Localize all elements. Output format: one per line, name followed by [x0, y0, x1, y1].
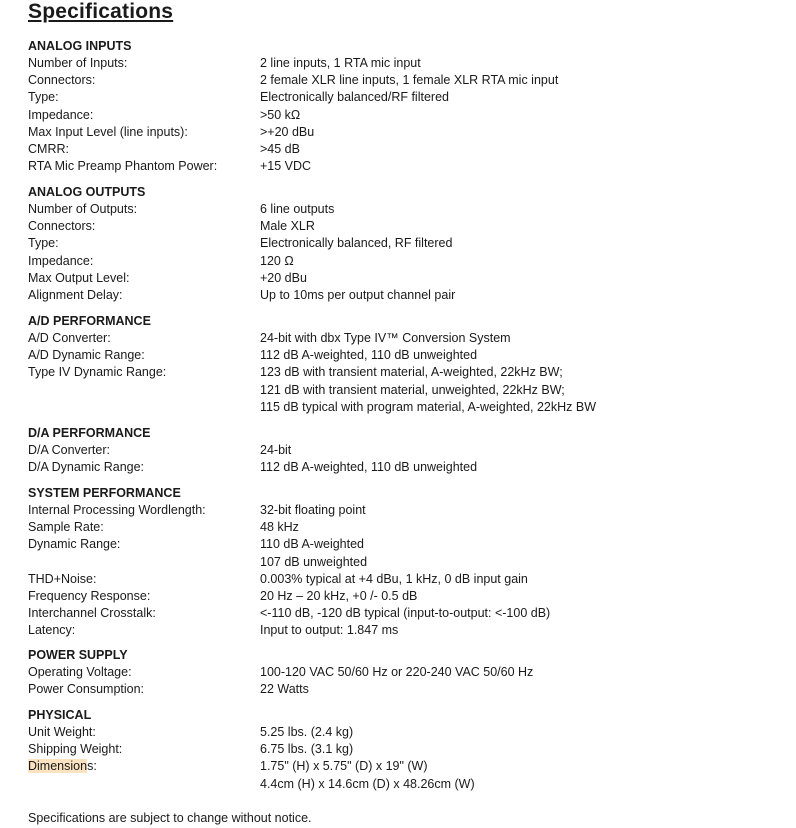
spec-value: 112 dB A-weighted, 110 dB unweighted: [260, 348, 478, 363]
spec-row: [28, 287, 788, 304]
spec-value: >50 kΩ: [260, 107, 301, 122]
spec-row: [28, 364, 788, 381]
spec-value: 4.4cm (H) x 14.6cm (D) x 48.26cm (W): [260, 776, 475, 791]
spec-label: Power Consumption:: [28, 682, 145, 697]
spec-label: RTA Mic Preamp Phantom Power:: [28, 159, 218, 174]
spec-label: Connectors:: [28, 73, 96, 88]
spec-label: Number of Outputs:: [28, 202, 138, 216]
spec-label: Frequency Response:: [28, 589, 151, 604]
spec-label: Dynamic Range:: [28, 537, 121, 552]
spec-row: [28, 664, 788, 681]
spec-row: [28, 201, 788, 218]
spec-label: Interchannel Crosstalk:: [28, 606, 156, 621]
section-heading: POWER SUPPLY: [28, 648, 128, 662]
section-power-supply: [28, 647, 788, 698]
section-heading: SYSTEM PERFORMANCE: [28, 486, 181, 500]
section-ad-performance: [28, 313, 788, 416]
spec-value: 100-120 VAC 50/60 Hz or 220-240 VAC 50/60 Hz: [260, 665, 534, 679]
section-system-performance: [28, 485, 788, 640]
section-heading: ANALOG INPUTS: [28, 39, 132, 53]
spec-label: Type IV Dynamic Range:: [28, 365, 167, 380]
spec-row: [28, 107, 788, 124]
spec-row-continued: [28, 776, 788, 793]
spec-row: [28, 442, 788, 459]
spec-value: >+20 dBu: [260, 124, 315, 139]
spec-value: 115 dB typical with program material, A-weighted, 22kHz BW: [260, 399, 597, 414]
spec-row-continued: [28, 554, 788, 571]
spec-value: 5.25 lbs. (2.4 kg): [260, 725, 354, 739]
spec-row: [28, 588, 788, 605]
spec-label: Alignment Delay:: [28, 288, 123, 303]
spec-label: Operating Voltage:: [28, 665, 132, 679]
section-heading: A/D PERFORMANCE: [28, 314, 151, 328]
spec-value: 6 line outputs: [260, 202, 335, 216]
footnote: Specifications are subject to change without notice.: [28, 811, 312, 825]
spec-value: Up to 10ms per output channel pair: [260, 288, 456, 303]
highlighted-text: Dimension: [28, 759, 88, 774]
spec-row: [28, 253, 788, 270]
spec-label: Number of Inputs:: [28, 56, 128, 70]
spec-label: A/D Dynamic Range:: [28, 348, 145, 363]
spec-value: 20 Hz – 20 kHz, +0 /- 0.5 dB: [260, 589, 418, 604]
spec-value: 2 female XLR line inputs, 1 female XLR RTA mic input: [260, 73, 559, 88]
spec-row: [28, 347, 788, 364]
spec-label: Type:: [28, 236, 59, 251]
spec-label: A/D Converter:: [28, 331, 111, 345]
spec-value: 110 dB A-weighted: [260, 537, 365, 552]
spec-row: [28, 89, 788, 106]
spec-value: Electronically balanced, RF filtered: [260, 236, 453, 251]
spec-label: Impedance:: [28, 107, 94, 122]
spec-label: Max Input Level (line inputs):: [28, 124, 188, 139]
spec-row: [28, 270, 788, 287]
spec-row-continued: [28, 382, 788, 399]
spec-row: [28, 502, 788, 519]
spec-value: Male XLR: [260, 219, 315, 234]
spec-row-continued: [28, 399, 788, 416]
section-analog-inputs: [28, 38, 788, 175]
spec-value: 0.003% typical at +4 dBu, 1 kHz, 0 dB input gain: [260, 571, 528, 586]
spec-value: +20 dBu: [260, 270, 307, 285]
spec-label: Unit Weight:: [28, 725, 96, 739]
spec-row: [28, 72, 788, 89]
spec-value: Input to output: 1.847 ms: [260, 623, 399, 638]
spec-label: Internal Processing Wordlength:: [28, 503, 206, 517]
spec-row: [28, 519, 788, 536]
section-heading: ANALOG OUTPUTS: [28, 185, 146, 199]
spec-row: [28, 724, 788, 741]
spec-label: CMRR:: [28, 142, 69, 157]
spec-value: 1.75" (H) x 5.75" (D) x 19" (W): [260, 759, 428, 774]
spec-value: 123 dB with transient material, A-weighted, 22kHz BW;: [260, 365, 563, 380]
spec-row: [28, 536, 788, 553]
spec-label: Shipping Weight:: [28, 742, 123, 757]
spec-label: Connectors:: [28, 219, 96, 234]
spec-label: THD+Noise:: [28, 571, 97, 586]
spec-value: 121 dB with transient material, unweighted, 22kHz BW;: [260, 382, 565, 397]
spec-row: [28, 158, 788, 175]
spec-value: 22 Watts: [260, 682, 309, 697]
spec-label: [28, 758, 260, 775]
spec-row: [28, 681, 788, 698]
section-heading: D/A PERFORMANCE: [28, 426, 151, 440]
spec-label: Max Output Level:: [28, 270, 130, 285]
spec-value: <-110 dB, -120 dB typical (input-to-output: <-100 dB): [260, 606, 551, 621]
spec-row: [28, 741, 788, 758]
spec-row: [28, 124, 788, 141]
spec-value: +15 VDC: [260, 159, 312, 174]
spec-value: Electronically balanced/RF filtered: [260, 90, 449, 105]
spec-row: [28, 141, 788, 158]
spec-value: >45 dB: [260, 142, 300, 157]
spec-row: [28, 330, 788, 347]
spec-row: [28, 459, 788, 476]
spec-label: Impedance:: [28, 253, 94, 268]
spec-row: [28, 622, 788, 639]
spec-label: Type:: [28, 90, 59, 105]
spec-row: [28, 758, 788, 775]
spec-value: 107 dB unweighted: [260, 554, 368, 569]
spec-value: 6.75 lbs. (3.1 kg): [260, 742, 354, 757]
spec-label: Sample Rate:: [28, 520, 104, 535]
spec-label-rest: s:: [87, 759, 97, 774]
section-analog-outputs: [28, 184, 788, 304]
spec-row: [28, 571, 788, 588]
spec-value: 24-bit: [260, 443, 292, 457]
spec-value: 120 Ω: [260, 253, 294, 268]
spec-row: [28, 605, 788, 622]
section-da-performance: [28, 425, 788, 476]
spec-label: D/A Dynamic Range:: [28, 460, 145, 475]
spec-row: [28, 235, 788, 252]
spec-value: 24-bit with dbx Type IV™ Conversion System: [260, 331, 511, 345]
spec-value: 32-bit floating point: [260, 503, 366, 517]
section-heading: PHYSICAL: [28, 708, 92, 722]
spec-row: [28, 55, 788, 72]
spec-value: 112 dB A-weighted, 110 dB unweighted: [260, 460, 478, 475]
page-title: Specifications: [28, 0, 174, 23]
spec-row: [28, 218, 788, 235]
section-physical: [28, 707, 788, 793]
spec-value: 48 kHz: [260, 520, 299, 535]
spec-value: 2 line inputs, 1 RTA mic input: [260, 56, 421, 70]
spec-label: Latency:: [28, 623, 76, 638]
spec-label: D/A Converter:: [28, 443, 110, 457]
